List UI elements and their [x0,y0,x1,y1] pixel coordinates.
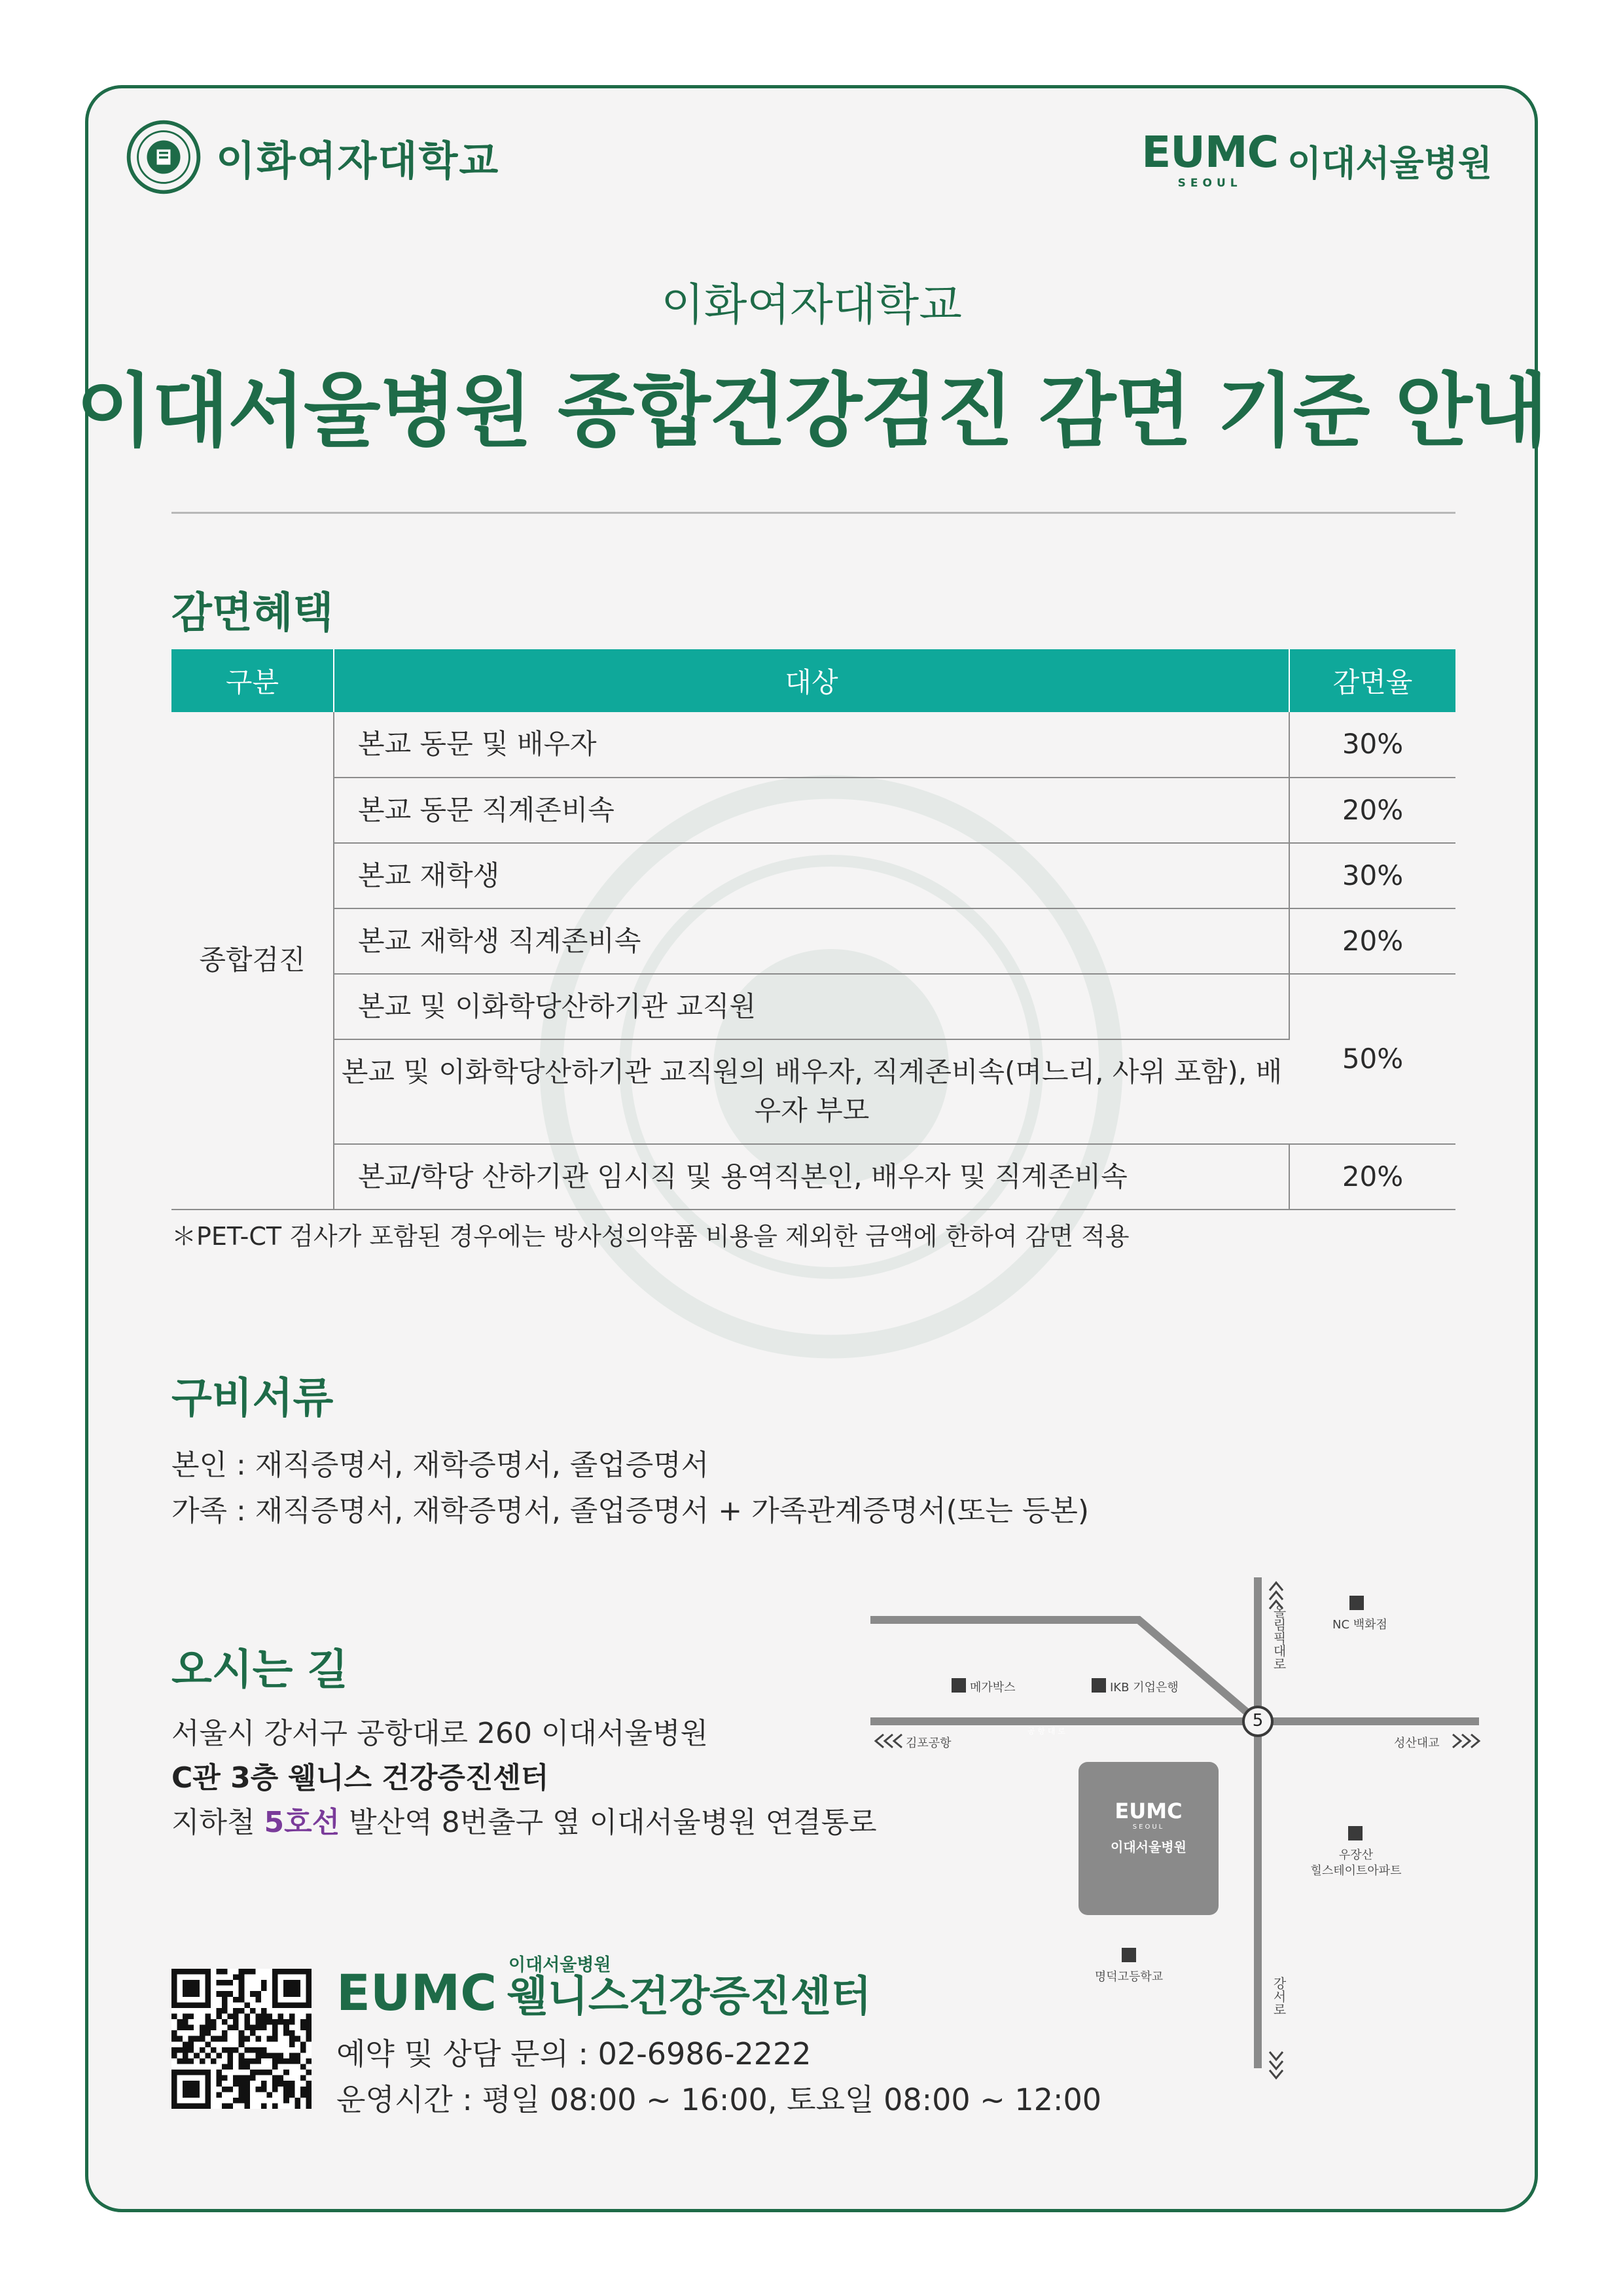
directions-address: 서울시 강서구 공항대로 260 이대서울병원 [171,1717,708,1750]
subway-line: 5호선 [264,1806,340,1839]
documents-heading: 구비서류 [171,1374,334,1423]
target-cell: 본교 재학생 직계존비속 [334,908,1289,974]
directions-center: C관 3층 웰니스 건강증진센터 [171,1761,549,1795]
documents-self: 본인 : 재직증명서, 재학증명서, 졸업증명서 [171,1448,709,1482]
map-hospital-logo: EUMC [1115,1799,1183,1823]
map-label-gimpo: 김포공항 [906,1736,952,1750]
eumc-seoul-label: SEOUL [1177,177,1242,190]
table-row [171,1144,1455,1210]
hospital-name: 이대서울병원 [1287,142,1492,184]
target-cell: 본교 및 이화학당산하기관 교직원의 배우자, 직계존비속(며느리, 사위 포함), 배우자 부모 [334,1039,1289,1144]
map-label-gangseo-road: 강서로 [1271,1977,1287,2016]
target-cell: 본교 동문 및 배우자 [334,712,1289,778]
page-title: 이대서울병원 종합건강검진 감면 기준 안내 [76,365,1547,457]
benefits-footnote: ＊PET-CT 검사가 포함된 경우에는 방사성의약품 비용을 제외한 금액에 한하여 감면 적용 [171,1222,1130,1251]
ewha-logo [126,118,499,196]
target-cell: 본교 및 이화학당산하기관 교직원 [334,974,1289,1039]
rate-cell: 20% [1289,1144,1455,1210]
table-row [171,843,1455,908]
table-row [171,712,1455,778]
target-cell: 본교/학당 산하기관 임시직 및 용역직본인, 배우자 및 직계존비속 [334,1144,1289,1210]
eumc-logo [1141,124,1492,196]
title-divider [171,512,1455,514]
target-cell: 본교 동문 직계존비속 [334,778,1289,843]
location-map [864,1571,1492,2081]
footer-center-name: 웰니스건강증진센터 [507,1973,872,2021]
directions-subway [171,1799,877,1840]
wellness-center-logo [336,1950,872,2022]
table-row [171,974,1455,1039]
contact-phone[interactable]: 예약 및 상담 문의 : 02-6986-2222 [336,2036,812,2072]
map-label-nc: NC 백화점 [1332,1618,1387,1632]
category-cell: 종합검진 [171,712,334,1210]
table-row [171,908,1455,974]
table-header-row [171,649,1455,712]
subway-suffix: 발산역 8번출구 옆 이대서울병원 연결통로 [340,1806,877,1839]
eumc-wordmark: EUMC [1141,127,1279,177]
rate-cell: 20% [1289,908,1455,974]
rate-cell: 30% [1289,712,1455,778]
map-label-ibk: IKB 기업은행 [1110,1681,1179,1695]
footer-eumc-wordmark: EUMC [336,1964,497,2022]
map-hospital-logo-sub: SEOUL [1132,1823,1165,1831]
col-header-category: 구분 [171,649,334,712]
map-label-airport-road: 공 항 대 로 [1027,1727,1065,1736]
rate-cell: 50% [1289,974,1455,1144]
map-label-line5: 5 [1252,1711,1264,1731]
map-label-megabox: 메가박스 [970,1681,1016,1695]
map-label-apt-2: 힐스테이트아파트 [1310,1864,1402,1878]
map-label-seongsan: 성산대교 [1394,1736,1440,1750]
rate-cell: 30% [1289,843,1455,908]
subway-prefix: 지하철 [171,1806,264,1839]
target-cell: 본교 재학생 [334,843,1289,908]
ewha-seal-icon [126,119,202,195]
map-label-apt-1: 우장산 [1338,1848,1374,1862]
map-label-hospital: 이대서울병원 [1111,1839,1186,1855]
qr-code[interactable] [171,1969,312,2109]
benefits-heading: 감면혜택 [171,589,334,637]
col-header-rate: 감면율 [1289,649,1455,712]
directions-heading: 오시는 길 [171,1646,348,1695]
table-row [171,778,1455,843]
map-label-olympic-road: 올림픽대로 [1271,1605,1287,1670]
operating-hours: 운영시간 : 평일 08:00 ~ 16:00, 토요일 08:00 ~ 12:00 [336,2082,1101,2117]
univ-name: 이화여자대학교 [216,136,500,185]
documents-family: 가족 : 재직증명서, 재학증명서, 졸업증명서 + 가족관계증명서(또는 등본) [171,1494,1090,1528]
rate-cell: 20% [1289,778,1455,843]
map-label-school: 명덕고등학교 [1094,1970,1164,1984]
footer-hospital-small: 이대서울병원 [508,1955,611,1975]
benefits-table [171,649,1455,1210]
col-header-target: 대상 [334,649,1289,712]
page-subtitle: 이화여자대학교 [661,279,962,331]
table-row [171,1039,1455,1144]
